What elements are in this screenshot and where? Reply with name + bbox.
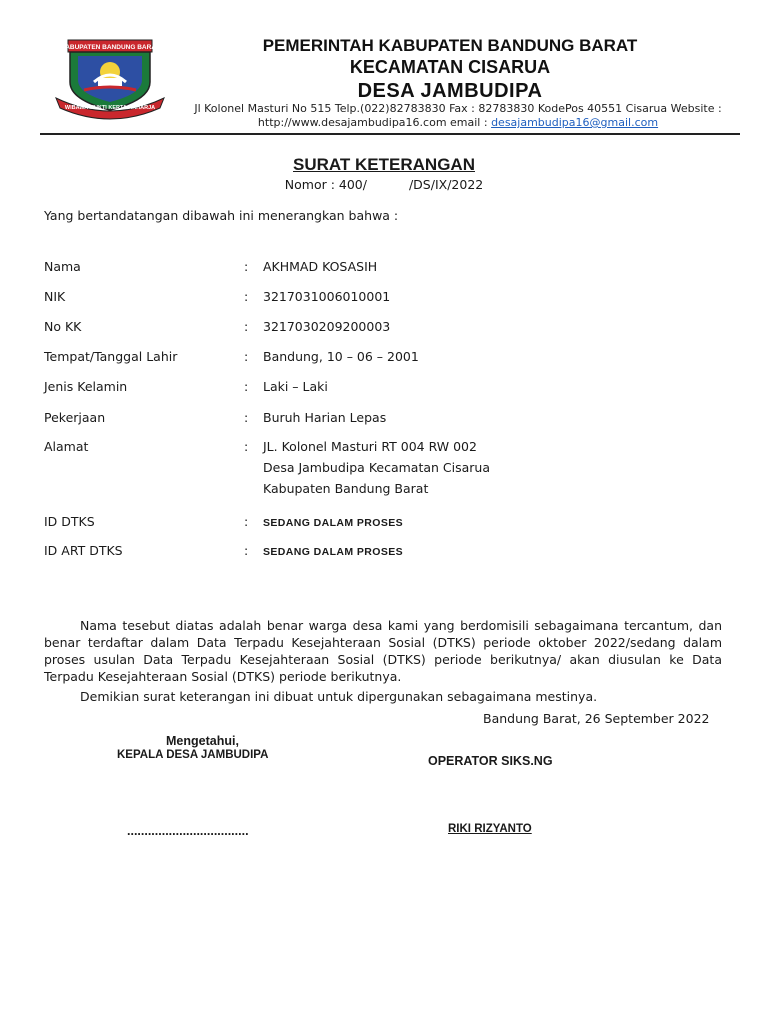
header-district: KECAMATAN CISARUA [349,57,551,77]
field-value-birth: Bandung, 10 – 06 – 2001 [263,349,419,364]
signature-right-name: RIKI RIZYANTO [448,823,532,835]
field-label-id-dtks: ID DTKS [44,514,95,529]
field-value-address-2: Desa Jambudipa Kecamatan Cisarua [263,460,491,475]
header-address [168,102,748,130]
email-link[interactable]: desajambudipa16@gmail.com [491,116,659,129]
field-value-occupation: Buruh Harian Lepas [263,410,387,425]
field-label-gender: Jenis Kelamin [44,379,128,394]
field-colon: : [244,319,249,334]
signature-left-acknowledged: Mengetahui, [166,734,239,748]
field-value-id-dtks: SEDANG DALAM PROSES [263,517,404,529]
signature-left-title: KEPALA DESA JAMBUDIPA [117,749,269,761]
field-colon: : [244,259,249,274]
field-colon: : [244,410,249,425]
field-value-gender: Laki – Laki [263,379,328,394]
field-colon: : [244,289,249,304]
svg-text:WIBAWA MUKTI KERTA RAHARJA: WIBAWA MUKTI KERTA RAHARJA [64,105,156,111]
field-colon: : [244,439,249,454]
field-label-nik: NIK [44,289,66,304]
field-value-id-art-dtks: SEDANG DALAM PROSES [263,546,404,558]
field-label-birth: Tempat/Tanggal Lahir [44,349,178,364]
signature-right-title: OPERATOR SIKS.NG [428,754,553,768]
document-title: SURAT KETERANGAN [293,155,475,174]
field-label-address: Alamat [44,439,89,454]
field-colon: : [244,514,249,529]
field-label-nama: Nama [44,259,81,274]
kabupaten-logo [54,38,166,120]
signature-left-name: ................................... [127,824,249,838]
field-value-nik: 3217031006010001 [263,289,391,304]
address-line-1: Jl Kolonel Masturi No 515 Telp.(022)82783830 Fax : 82783830 KodePos 40551 Cisarua Website : [194,102,722,115]
field-label-id-art-dtks: ID ART DTKS [44,543,123,558]
header-government: PEMERINTAH KABUPATEN BANDUNG BARAT [262,36,638,55]
field-value-nama: AKHMAD KOSASIH [263,259,378,274]
body-paragraph [44,617,722,685]
field-label-occupation: Pekerjaan [44,410,106,425]
address-line-2 [168,116,748,130]
field-colon: : [244,379,249,394]
svg-text:KABUPATEN BANDUNG BARAT: KABUPATEN BANDUNG BARAT [60,44,160,51]
number-prefix: Nomor : 400/ [284,177,367,192]
intro-text: Yang bertandatangan dibawah ini menerangkan bahwa : [44,208,399,223]
field-value-no-kk: 3217030209200003 [263,319,391,334]
body-paragraph-text: Nama tesebut diatas adalah benar warga desa kami yang berdomisili sebagaimana tercantum, dan benar terdaftar dalam Data Terpadu Kesejahteraan Sosial (DTKS) periode oktober 2022/sedang dalam proses usulan Data Terpadu Kesejahteraan Sosial (DTKS) periode berikutnya/ akan diusulan ke Data Terpadu Kesejahteraan Sosial (DTKS) periode berikutnya. [44,618,722,684]
header-divider [40,133,740,135]
header-village: DESA JAMBUDIPA [357,80,543,102]
number-suffix: /DS/IX/2022 [408,177,484,192]
closing-paragraph: Demikian surat keterangan ini dibuat untuk dipergunakan sebagaimana mestinya. [80,689,598,704]
document-number [0,177,768,192]
field-label-no-kk: No KK [44,319,82,334]
field-value-address-3: Kabupaten Bandung Barat [263,481,429,496]
field-colon: : [244,543,249,558]
website-text: http://www.desajambudipa16.com email : [257,116,492,129]
field-colon: : [244,349,249,364]
field-value-address-1: JL. Kolonel Masturi RT 004 RW 002 [263,439,477,454]
place-date: Bandung Barat, 26 September 2022 [483,711,710,726]
